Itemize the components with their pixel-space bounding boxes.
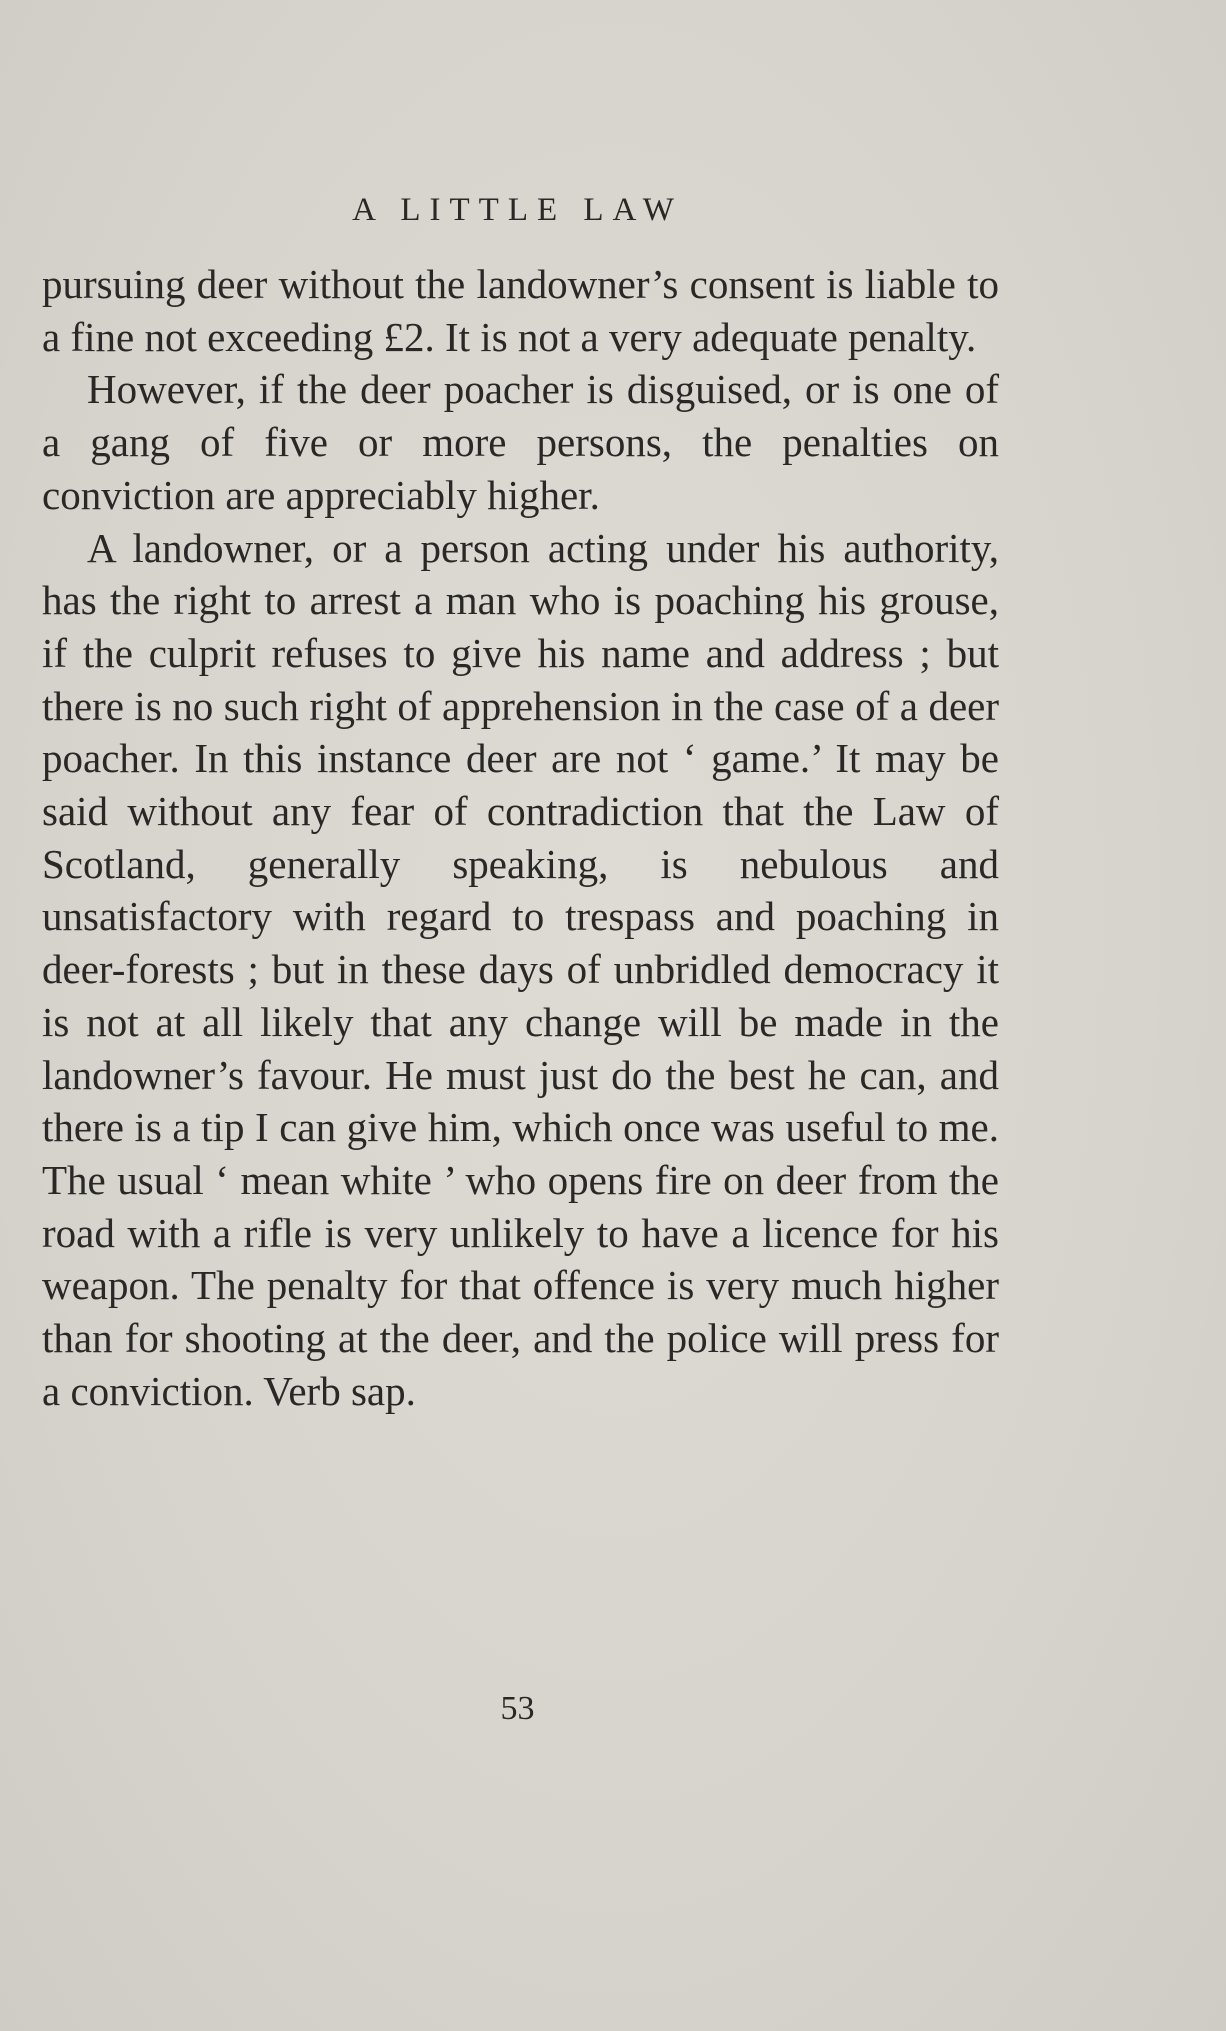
paragraph-landowner-arrest: A landowner, or a person acting under his authority, has the right to arrest a man who is poaching his grouse, if the culprit refuses to give his name and address ; but there is no such right of apprehension in the case of a deer poacher. In this instance deer are not ‘ game.’ It may be said without any fear of contradiction that the Law of Scotland, generally speaking, is nebulous and unsatisfactory with regard to trespass and poaching in deer-forests ; but in these days of unbridled democracy it is not at all likely that any change will be made in the landowner’s favour. He must just do the best he can, and there is a tip I can give him, which once was useful to me. The usual ‘ mean white ’ who opens fire on deer from the road with a rifle is very unlikely to have a licence for his weapon. The penalty for that offence is very much higher than for shooting at the deer, and the police will press for a conviction. Verb sap.	[42, 524, 999, 1414]
running-head: A LITTLE LAW	[352, 192, 683, 228]
paragraph-deer-poacher-disguised: However, if the deer poacher is disguised, or is one of a gang of five or more persons, the penalties on conviction are appreciably higher.	[42, 366, 999, 518]
page-number: 53	[500, 1690, 535, 1727]
body-text	[42, 258, 999, 1417]
paragraph-continued: pursuing deer without the landowner’s consent is liable to a fine not exceeding £2. It is not a very adequate penalty.	[42, 261, 999, 360]
